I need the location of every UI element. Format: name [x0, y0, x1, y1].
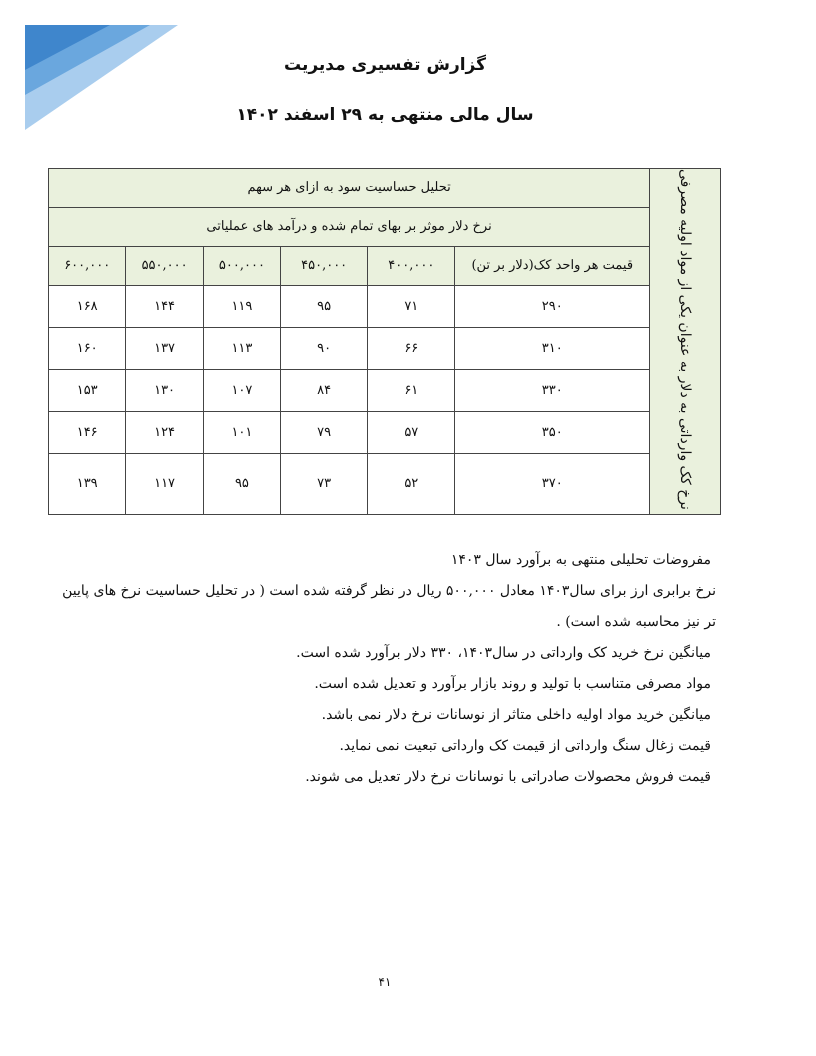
assumptions-notes [51, 545, 716, 793]
note-item: میانگین نرخ خرید کک وارداتی در سال۱۴۰۳، ۳۳۰ دلار برآورد شده است. [296, 645, 711, 661]
value-cell: ۱۳۷ [126, 328, 203, 370]
price-cell: ۳۵۰ [455, 411, 650, 453]
price-cell: ۲۹۰ [455, 286, 650, 328]
column-header: ۵۰۰,۰۰۰ [203, 246, 280, 286]
value-cell: ۱۱۷ [126, 453, 203, 514]
table-row [49, 411, 721, 453]
column-header: ۴۵۰,۰۰۰ [281, 246, 368, 286]
value-cell: ۱۴۴ [126, 286, 203, 328]
row-header: قیمت هر واحد کک(دلار بر تن) [455, 246, 650, 286]
report-subtitle: سال مالی منتهی به ۲۹ اسفند ۱۴۰۲ [236, 105, 534, 125]
note-item: میانگین خرید مواد اولیه داخلی متاثر از نوسانات نرخ دلار نمی باشد. [321, 707, 711, 723]
value-cell: ۱۳۰ [126, 369, 203, 411]
page-number: ۴۱ [378, 975, 392, 989]
value-cell: ۱۵۳ [49, 369, 126, 411]
side-label: نرخ کک وارداتی به دلار به عنوان یکی از مواد اولیه مصرفی [677, 169, 694, 510]
table-row [49, 453, 721, 514]
table-row [49, 286, 721, 328]
column-header: ۵۵۰,۰۰۰ [126, 246, 203, 286]
price-cell: ۳۱۰ [455, 328, 650, 370]
note-heading: مفروضات تحلیلی منتهی به برآورد سال ۱۴۰۳ [450, 552, 711, 568]
value-cell: ۹۵ [281, 286, 368, 328]
side-label-cell [650, 169, 721, 515]
table-caption: تحلیل حساسیت سود به ازای هر سهم [49, 169, 650, 208]
price-cell: ۳۷۰ [455, 453, 650, 514]
column-header: ۴۰۰,۰۰۰ [368, 246, 455, 286]
price-cell: ۳۳۰ [455, 369, 650, 411]
note-item: مواد مصرفی متناسب با تولید و روند بازار برآورد و تعدیل شده است. [314, 676, 711, 692]
value-cell: ۱۰۱ [203, 411, 280, 453]
sensitivity-table [48, 168, 721, 515]
value-cell: ۶۱ [368, 369, 455, 411]
column-header: ۶۰۰,۰۰۰ [49, 246, 126, 286]
value-cell: ۸۴ [281, 369, 368, 411]
table-row [49, 369, 721, 411]
value-cell: ۱۰۷ [203, 369, 280, 411]
value-cell: ۷۱ [368, 286, 455, 328]
table-row [49, 328, 721, 370]
value-cell: ۶۶ [368, 328, 455, 370]
note-item: نرخ برابری ارز برای سال۱۴۰۳ معادل ۵۰۰,۰۰۰ ریال در نظر گرفته شده است ( در تحلیل حساسیت نرخ های پایین تر نیز محاسبه شده است) . [62, 583, 716, 630]
value-cell: ۱۱۳ [203, 328, 280, 370]
value-cell: ۵۲ [368, 453, 455, 514]
table-subcaption: نرخ دلار موثر بر بهای تمام شده و درآمد های عملیاتی [49, 207, 650, 246]
note-item: قیمت زغال سنگ وارداتی از قیمت کک وارداتی تبعیت نمی نماید. [339, 738, 711, 754]
value-cell: ۷۹ [281, 411, 368, 453]
value-cell: ۱۱۹ [203, 286, 280, 328]
value-cell: ۱۶۰ [49, 328, 126, 370]
report-title: گزارش تفسیری مدیریت [283, 55, 487, 75]
value-cell: ۱۶۸ [49, 286, 126, 328]
value-cell: ۹۰ [281, 328, 368, 370]
note-item: قیمت فروش محصولات صادراتی با نوسانات نرخ دلار تعدیل می شوند. [305, 769, 711, 785]
value-cell: ۵۷ [368, 411, 455, 453]
value-cell: ۱۴۶ [49, 411, 126, 453]
value-cell: ۱۳۹ [49, 453, 126, 514]
value-cell: ۹۵ [203, 453, 280, 514]
value-cell: ۷۳ [281, 453, 368, 514]
value-cell: ۱۲۴ [126, 411, 203, 453]
